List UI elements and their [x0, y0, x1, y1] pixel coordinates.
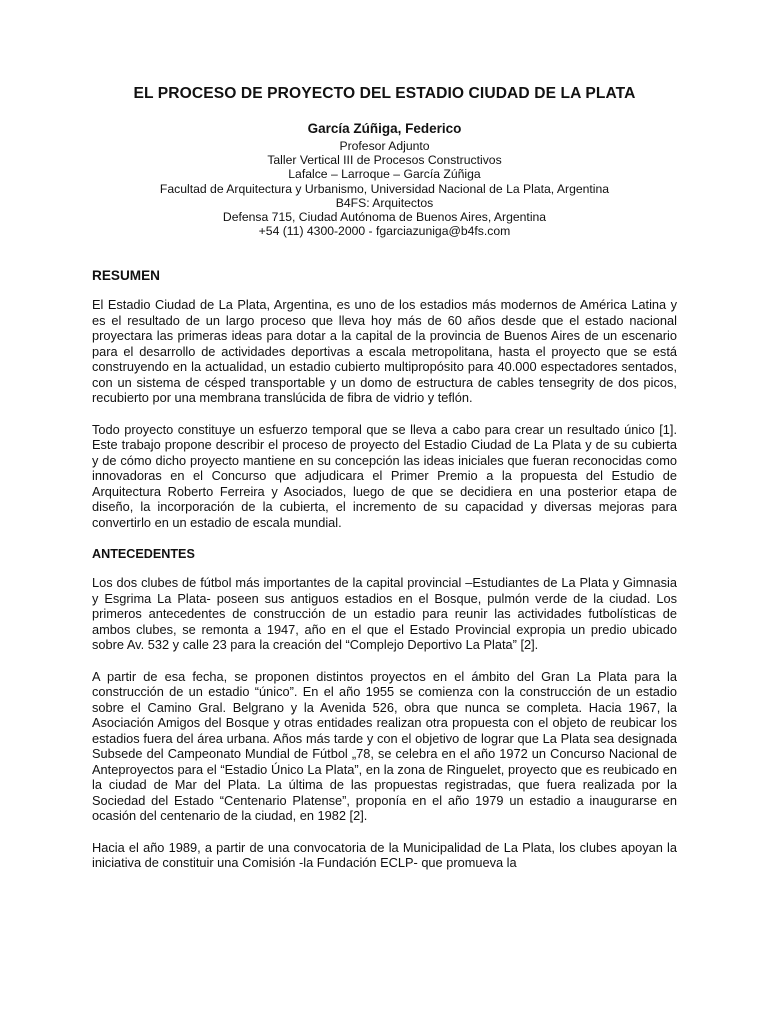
affiliation-line: B4FS: Arquitectos	[335, 195, 434, 210]
affiliation-line: Taller Vertical III de Procesos Constructivos	[267, 153, 502, 168]
section-heading-resumen: RESUMEN	[92, 268, 160, 284]
paragraph: A partir de esa fecha, se proponen distintos proyectos en el ámbito del Gran La Plata para la construcción de un estadio “único”. En el año 1955 se comienza con la construcción de un estadio sobre el Camino Gral. Belgrano y la Avenida 526, obra que nunca se completa. Hacia 1967, la Asociación Amigos del Bosque y otras entidades realizan otra propuesta con el objeto de reubicar los estadios fuera del área urbana. Años más tarde y con el objetivo de lograr que La Plata sea designada Subsede del Campeonato Mundial de Fútbol „78, se celebra en el año 1972 un Concurso Nacional de Anteproyectos para el “Estadio Único La Plata”, en la zona de Ringuelet, proyecto que es reubicado en la ciudad de Mar del Plata. La última de las propuestas registradas, que fuera realizada por la Sociedad del Estado “Centenario Platense”, proponía en el año 1979 un estadio a inaugurarse en ocasión del centenario de la ciudad, en 1982 [2].	[92, 668, 677, 824]
affiliation-contact: +54 (11) 4300-2000 - fgarciazuniga@b4fs.com	[258, 224, 511, 239]
document-page	[92, 84, 677, 871]
affiliation-line: Profesor Adjunto	[339, 139, 430, 153]
affiliation-line: Lafalce – Larroque – García Zúñiga	[288, 167, 481, 182]
affiliation-line: Defensa 715, Ciudad Autónoma de Buenos Aires, Argentina	[222, 210, 547, 225]
affiliation-line: Facultad de Arquitectura y Urbanismo, Universidad Nacional de La Plata, Argentina	[159, 181, 610, 196]
paragraph: Los dos clubes de fútbol más importantes de la capital provincial –Estudiantes de La Plata y Gimnasia y Esgrima La Plata- poseen sus antiguos estadios en el Bosque, pulmón verde de la ciudad. Los primeros antecedentes de construcción de un estadio para reunir las actividades futbolísticas de ambos clubes, se remonta a 1947, año en el que el Estado Provincial expropia un predio ubicado sobre Av. 532 y calle 23 para la creación del “Complejo Deportivo La Plata” [2].	[92, 575, 677, 653]
paragraph: Todo proyecto constituye un esfuerzo temporal que se lleva a cabo para crear un resultado único [1]. Este trabajo propone describir el proceso de proyecto del Estadio Ciudad de La Plata y de su cubierta y de cómo dicho proyecto mantiene en su concepción las ideas iniciales que fueran reconocidas como innovadoras en el Concurso que adjudicara el Primer Premio a la propuesta del Estudio de Arquitectura Roberto Ferreira y Asociados, luego de que se decidiera en una posterior etapa de diseño, la incorporación de la cubierta, el incremento de su capacidad y diversas mejoras para convertirlo en un estadio de escala mundial.	[92, 421, 677, 530]
paragraph: Hacia el año 1989, a partir de una convocatoria de la Municipalidad de La Plata, los clubes apoyan la iniciativa de constituir una Comisión -la Fundación ECLP- que promueva la	[92, 839, 677, 871]
author-affiliation	[92, 139, 677, 238]
author-name: García Zúñiga, Federico	[307, 121, 462, 136]
paragraph: El Estadio Ciudad de La Plata, Argentina, es uno de los estadios más modernos de América Latina y es el resultado de un largo proceso que lleva hoy más de 60 años desde que el estado nacional proyectara las primeras ideas para dotar a la capital de la provincia de Buenos Aires de un escenario para el desarrollo de actividades deportivas a escala metropolitana, hasta el proyecto que se está construyendo en la actualidad, un estadio cubierto multipropósito para 40.000 espectadores sentados, con un sistema de césped transportable y un domo de estructura de cables tensegrity de dos picos, recubierto por una membrana translúcida de fibra de vidrio y teflón.	[92, 297, 677, 406]
paper-title: EL PROCESO DE PROYECTO DEL ESTADIO CIUDAD DE LA PLATA	[133, 85, 636, 102]
section-heading-antecedentes: ANTECEDENTES	[92, 547, 195, 562]
